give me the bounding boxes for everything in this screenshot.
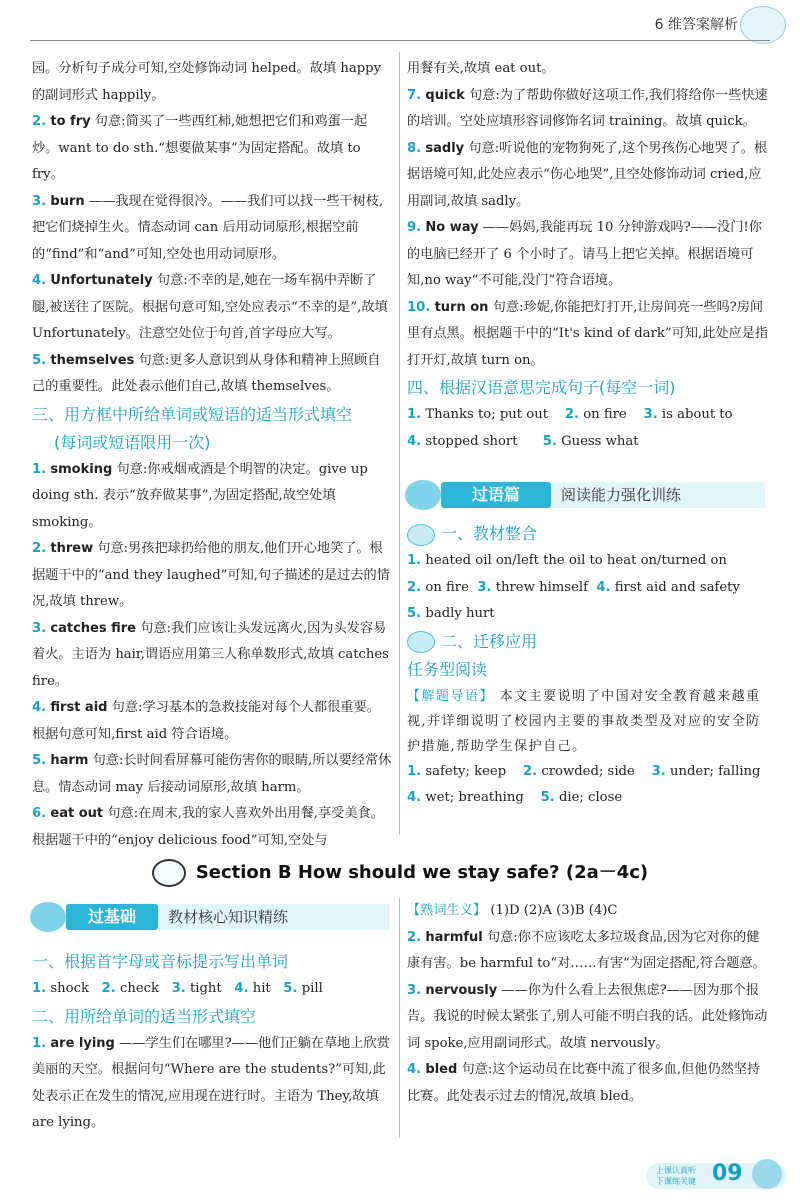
mascot-icon xyxy=(407,631,435,653)
section-title: 二、迁移应用 xyxy=(441,631,538,651)
answer-row: 1. shock 2. check 3. tight 4. hit 5. pill xyxy=(32,981,323,996)
answer-row: 1. Thanks to; put out 2. on fire 3. is about to xyxy=(407,407,733,422)
column-divider xyxy=(399,898,400,1138)
answer-text: 园。分析句子成分可知,空处修饰动词 helped。故填 happy 的副词形式 happily。 xyxy=(32,61,382,103)
answer-text: 用餐有关,故填 eat out。 xyxy=(407,61,555,76)
basics-banner xyxy=(30,902,390,932)
section-title: 一、教材整合 xyxy=(441,524,538,543)
section-title: 四、根据汉语意思完成句子(每空一词) xyxy=(407,378,676,397)
banner-tag: 过基础 xyxy=(66,904,158,930)
page-footer xyxy=(646,1157,786,1193)
answer-item: 2. harmful 句意:你不应该吃太多垃圾食品,因为它对你的健康有害。be harmful to“对……有害”为固定搭配,符合题意。 xyxy=(407,929,766,971)
reading-banner xyxy=(405,480,765,510)
banner-subtitle: 教材核心知识精练 xyxy=(168,908,289,926)
page-number: 09 xyxy=(712,1161,743,1186)
answer-item: 6. eat out 句意:在周末,我的家人喜欢外出用餐,享受美食。根据题干中的“enjoy delicious food”可知,空处与 xyxy=(32,806,384,848)
right-column xyxy=(407,56,769,455)
answer-row: 2. on fire 3. threw himself 4. first aid and safety xyxy=(407,579,740,595)
answer-item: 9. No way ——妈妈,我能再玩 10 分钟游戏吗?——没门!你的电脑已经开了 6 个小时了。请马上把它关掉。根据语境可知,no way“不可能,没门”符合语境。 xyxy=(407,220,762,288)
section-title: 一、根据首字母或音标提示写出单词 xyxy=(32,952,289,971)
basics-section xyxy=(32,948,392,1137)
answer-row: 4. stopped short 5. Guess what xyxy=(407,433,639,449)
page-header: 6 维答案解析 xyxy=(654,17,738,33)
banner-subtitle: 阅读能力强化训练 xyxy=(561,486,682,504)
answer-item: 2. threw 句意:男孩把球扔给他的朋友,他们开心地笑了。根据题干中的“and they laughed”可知,句子描述的是过去的情况,故填 threw。 xyxy=(32,541,390,609)
mascot-icon xyxy=(405,480,441,510)
answer-row: 1. safety; keep 2. crowded; side 3. under; falling xyxy=(407,763,761,779)
answer-item: 4. bled 句意:这个运动员在比赛中流了很多血,但他仍然坚持比赛。此处表示过去的情况,故填 bled。 xyxy=(407,1062,761,1104)
mascot-icon xyxy=(752,1159,782,1189)
section-title: 二、用所给单词的适当形式填空 xyxy=(32,1006,257,1026)
answer-item: 3. catches fire 句意:我们应该让头发远离火,因为头发容易着火。主语为 hair,谓语应用第三人称单数形式,故填 catches fire。 xyxy=(32,620,389,689)
answer-item: 3. burn ——我现在觉得很冷。——我们可以找一些干树枝,把它们烧掉生火。情态动词 can 后用动词原形,根据空前的“find”和“and”可知,空处也用动词原形。 xyxy=(32,193,384,262)
intro-paragraph: 【解题导语】 本文主要说明了中国对安全教育越来越重视,并详细说明了校园内主要的事故类型及对应的安全防护措施,帮助学生保护自己。 xyxy=(407,688,761,754)
vocab-answers: 【熟词生义】 (1)D (2)A (3)B (4)C xyxy=(407,903,618,918)
section-title: 三、用方框中所给单词或短语的适当形式填空 xyxy=(32,404,353,424)
answer-item: 10. turn on 句意:珍妮,你能把灯打开,让房间亮一些吗?房间里有点黑。根据题干中的“It's kind of dark”可知,此处应是指打开灯,故填 turn on。 xyxy=(407,299,769,368)
answer-item: 5. harm 句意:长时间看屏幕可能伤害你的眼睛,所以要经常休息。情态动词 may 后接动词原形,故填 harm。 xyxy=(32,753,392,795)
column-divider xyxy=(399,52,400,835)
answer-row: 1. heated oil on/left the oil to heat on/turned on xyxy=(407,553,727,568)
section-subtitle: 任务型阅读 xyxy=(407,659,488,679)
answer-item: 2. to fry 句意:简买了一些西红柿,她想把它们和鸡蛋一起炒。want to do sth.“想要做某事”为固定搭配。故填 to fry。 xyxy=(32,114,368,182)
section-heading: Section B How should we stay safe? (2a－4c) xyxy=(0,858,800,888)
answer-item: 3. nervously ——你为什么看上去很焦虑?——因为那个报告。我说的时候太紧张了,别人可能不明白我的话。此处修饰动词 spoke,应用副词形式。故填 nervously。 xyxy=(407,982,768,1051)
left-column xyxy=(32,56,392,854)
section-subtitle: (每词或短语限用一次) xyxy=(54,432,211,452)
answer-item: 1. smoking 句意:你戒烟戒酒是个明智的决定。give up doing sth. 表示“放弃做某事”,为固定搭配,故空处填 smoking。 xyxy=(32,461,368,530)
answer-item: 5. themselves 句意:更多人意识到从身体和精神上照顾自己的重要性。此处表示他们自己,故填 themselves。 xyxy=(32,352,381,394)
mascot-icon xyxy=(407,524,435,546)
answer-item: 4. first aid 句意:学习基本的急救技能对每个人都很重要。根据句意可知,first aid 符合语境。 xyxy=(32,700,380,742)
header-rule xyxy=(30,40,770,41)
bottom-right-column xyxy=(407,898,769,1110)
banner-tag: 过语篇 xyxy=(441,482,551,508)
answer-row: 5. badly hurt xyxy=(407,606,495,621)
reading-section xyxy=(407,520,769,812)
answer-row: 4. wet; breathing 5. die; close xyxy=(407,790,623,805)
mascot-badge-icon xyxy=(152,859,186,887)
footer-slogan: 上课认真听 下课练关键 xyxy=(656,1166,696,1186)
answer-item: 1. are lying ——学生们在哪里?——他们正躺在草地上欣赏美丽的天空。根据问句“Where are the students?”可知,此处表示正在发生的情况,应用现在进行时。主语为 They,故填 are lying。 xyxy=(32,1035,390,1130)
mascot-logo xyxy=(740,6,786,44)
mascot-icon xyxy=(30,902,66,932)
answer-item: 7. quick 句意:为了帮助你做好这项工作,我们将给你一些快速的培训。空处应填形容词修饰名词 training。故填 quick。 xyxy=(407,87,768,129)
answer-item: 8. sadly 句意:听说他的宠物狗死了,这个男孩伤心地哭了。根据语境可知,此处应表示“伤心地哭”,且空处修饰动词 cried,应用副词,故填 sadly。 xyxy=(407,140,768,209)
answer-item: 4. Unfortunately 句意:不幸的是,她在一场车祸中弄断了腿,被送往了医院。根据句意可知,空处应表示“不幸的是”,故填 Unfortunately。注意空处位于句首,首字母应大写。 xyxy=(32,273,388,341)
